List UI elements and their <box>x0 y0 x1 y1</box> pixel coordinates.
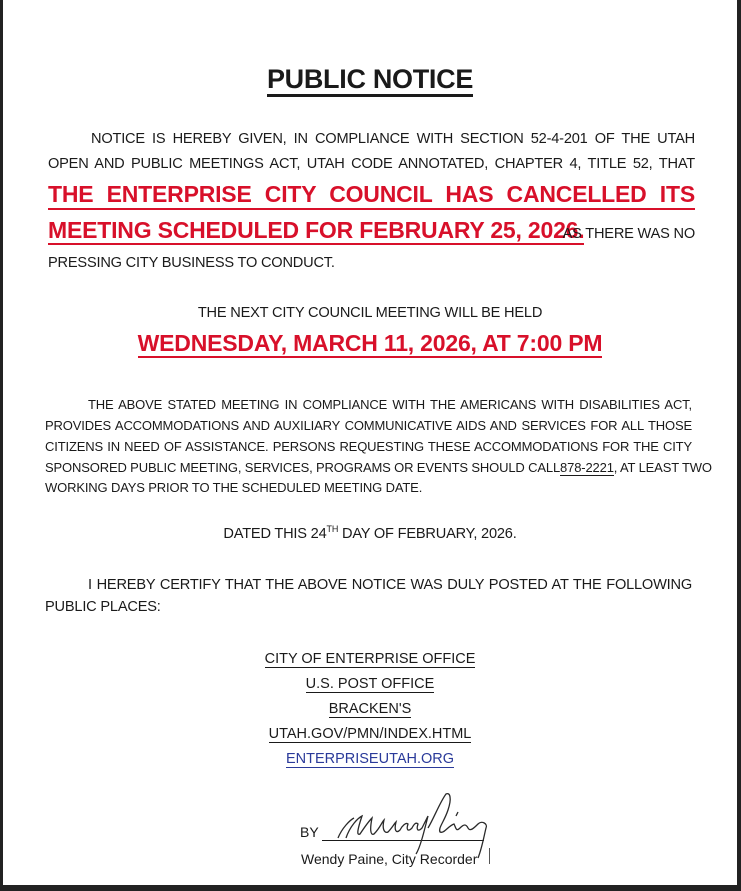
ada-line1-text: THE ABOVE STATED MEETING IN COMPLIANCE WITH THE AMERICANS WITH DISABILITIES ACT, <box>88 397 692 412</box>
para1-line2-text: OPEN AND PUBLIC MEETINGS ACT, UTAH CODE ANNOTATED, CHAPTER 4, TITLE 52, THAT <box>48 156 695 172</box>
dated-pre: DATED THIS 24 <box>223 526 327 542</box>
place-post-office: U.S. POST OFFICE <box>305 676 435 692</box>
para1-line1 <box>91 131 695 147</box>
cancel-line2-row <box>48 217 695 244</box>
dated-sup: TH <box>326 524 339 534</box>
para1-line2 <box>48 156 695 172</box>
next-meeting-date-text: WEDNESDAY, MARCH 11, 2026, AT 7:00 PM <box>137 330 603 356</box>
signature-tail <box>489 848 490 864</box>
signer-name: Wendy Paine, City Recorder <box>301 851 478 867</box>
ada-line4-post: , AT LEAST TWO <box>613 460 712 475</box>
certify-line1-text: I HEREBY CERTIFY THAT THE ABOVE NOTICE WAS DULY POSTED AT THE FOLLOWING <box>88 577 692 593</box>
ada-line3 <box>45 439 692 454</box>
ada-phone-number: 878-2221 <box>560 460 614 475</box>
para1-line1-text: NOTICE IS HEREBY GIVEN, IN COMPLIANCE WITH SECTION 52-4-201 OF THE UTAH <box>91 131 695 147</box>
cancel-line1 <box>48 181 695 210</box>
ada-line2-text: PROVIDES ACCOMMODATIONS AND AUXILIARY COMMUNICATIVE AIDS AND SERVICES FOR ALL THOSE <box>45 418 692 433</box>
ada-line3-text: CITIZENS IN NEED OF ASSISTANCE. PERSONS REQUESTING THESE ACCOMMODATIONS FOR THE CITY <box>45 439 692 454</box>
by-label: BY <box>300 824 319 840</box>
certify-line1 <box>88 577 692 593</box>
place-enterpriseutah-link[interactable]: ENTERPRISEUTAH.ORG <box>285 751 455 767</box>
dated-line <box>3 526 737 542</box>
place-item <box>3 726 737 742</box>
place-utah-pmn: UTAH.GOV/PMN/INDEX.HTML <box>268 726 472 742</box>
dated-post: DAY OF FEBRUARY, 2026. <box>338 526 517 542</box>
certify-line2: PUBLIC PLACES: <box>45 599 161 615</box>
next-meeting-date <box>3 330 737 357</box>
notice-page <box>3 0 737 885</box>
next-meeting-intro: THE NEXT CITY COUNCIL MEETING WILL BE HELD <box>197 305 543 321</box>
notice-title <box>3 64 737 95</box>
place-item <box>3 676 737 692</box>
cancel-line1-text: THE ENTERPRISE CITY COUNCIL HAS CANCELLED ITS <box>48 181 695 210</box>
ada-line5: WORKING DAYS PRIOR TO THE SCHEDULED MEETING DATE. <box>45 480 423 495</box>
ada-line2 <box>45 418 692 433</box>
notice-title-text: PUBLIC NOTICE <box>267 64 473 97</box>
ada-line4 <box>45 460 712 475</box>
place-item <box>3 651 737 667</box>
ada-line1 <box>88 397 692 412</box>
place-item <box>3 701 737 717</box>
ada-line4-pre: SPONSORED PUBLIC MEETING, SERVICES, PROGRAMS OR EVENTS SHOULD CALL <box>45 460 561 475</box>
place-brackens: BRACKEN'S <box>328 701 412 717</box>
para1-tail-text: AS THERE WAS NO <box>562 226 695 242</box>
para1-line4: PRESSING CITY BUSINESS TO CONDUCT. <box>48 255 335 271</box>
place-item[interactable] <box>3 751 737 767</box>
place-city-office: CITY OF ENTERPRISE OFFICE <box>264 651 476 667</box>
cancel-line2-text: MEETING SCHEDULED FOR FEBRUARY 25, 2026. <box>48 217 585 243</box>
